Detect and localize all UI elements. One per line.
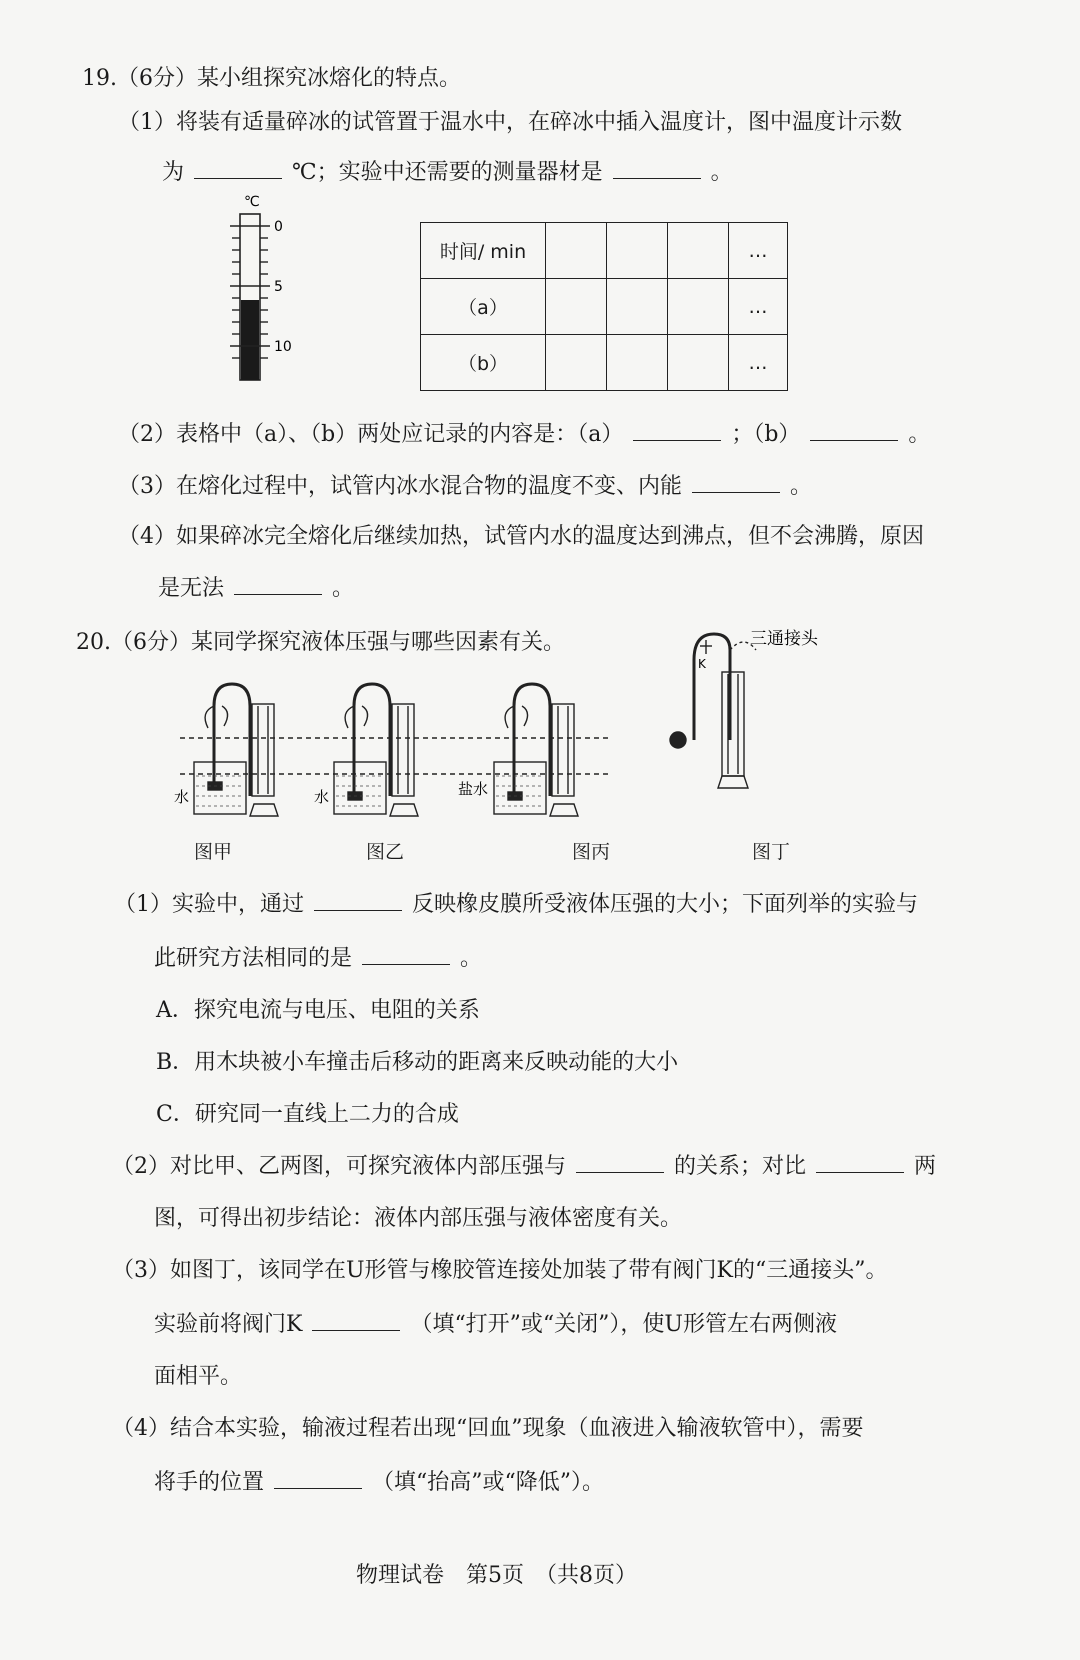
answer-blank[interactable] — [816, 1152, 904, 1173]
answer-blank[interactable] — [633, 420, 721, 441]
answer-blank[interactable] — [194, 158, 282, 179]
answer-blank[interactable] — [692, 472, 780, 493]
q19-part1-line1: （1）将装有适量碎冰的试管置于温水中，在碎冰中插入温度计，图中温度计示数 — [118, 110, 902, 135]
table-cell[interactable] — [607, 279, 668, 335]
table-row-label-a: （a） — [421, 279, 546, 335]
q20-part2-line1: （2）对比甲、乙两图，可探究液体内部压强与 的关系；对比 两 — [112, 1154, 937, 1179]
q20-part2-line2: 图，可得出初步结论：液体内部压强与液体密度有关。 — [154, 1206, 683, 1231]
q19-part1-line2: 为 ℃；实验中还需要的测量器材是 。 — [162, 160, 733, 185]
table-header-time: 时间/ min — [421, 223, 546, 279]
caption-yi: 图乙 — [366, 841, 405, 863]
table-row-label-b: （b） — [421, 335, 546, 391]
label-three-way-joint: 三通接头 — [750, 629, 818, 649]
table-ellipsis: … — [729, 335, 788, 391]
answer-blank[interactable] — [274, 1468, 362, 1489]
thermometer-figure — [210, 192, 310, 384]
q19-part4-line1: （4）如果碎冰完全熔化后继续加热，试管内水的温度达到沸点，但不会沸腾，原因 — [118, 524, 924, 549]
table-ellipsis: … — [729, 223, 788, 279]
answer-blank[interactable] — [314, 890, 402, 911]
q20-part3-line2: 实验前将阀门K （填“打开”或“关闭”），使U形管左右两侧液 — [154, 1312, 837, 1337]
answer-blank[interactable] — [312, 1310, 400, 1331]
tick-label: 0 — [274, 219, 283, 235]
answer-blank[interactable] — [613, 158, 701, 179]
q19-number: 19. — [82, 66, 117, 91]
q20-part4-line1: （4）结合本实验，输液过程若出现“回血”现象（血液进入输液软管中），需要 — [112, 1416, 864, 1441]
table-cell[interactable] — [668, 335, 729, 391]
option-a: A．探究电流与电压、电阻的关系 — [156, 998, 480, 1023]
tick-label: 10 — [274, 339, 292, 355]
label-valve-k: K — [698, 657, 706, 671]
thermometer-unit: ℃ — [244, 194, 260, 210]
q19-part2: （2）表格中（a）、（b）两处应记录的内容是：（a） ；（b） 。 — [118, 422, 931, 447]
table-cell[interactable] — [668, 279, 729, 335]
answer-blank[interactable] — [362, 944, 450, 965]
page-footer: 物理试卷 第5页 （共8页） — [356, 1563, 637, 1588]
table-cell[interactable] — [607, 223, 668, 279]
thermometer-liquid-column — [241, 300, 259, 380]
tick-label: 5 — [274, 279, 283, 295]
q19-title — [82, 64, 461, 94]
caption-ding: 图丁 — [752, 841, 791, 863]
q19-title-text: （6分）某小组探究冰熔化的特点。 — [117, 66, 461, 91]
table-cell[interactable] — [607, 335, 668, 391]
q20-title — [76, 628, 565, 658]
q20-number: 20. — [76, 630, 111, 655]
table-cell[interactable] — [546, 279, 607, 335]
q20-part3-line3: 面相平。 — [154, 1364, 243, 1389]
q19-part4-line2: 是无法 。 — [158, 576, 355, 601]
answer-blank[interactable] — [576, 1152, 664, 1173]
q20-part4-line2: 将手的位置 （填“抬高”或“降低”）。 — [154, 1470, 605, 1495]
q20-part1-line1: （1）实验中，通过 反映橡皮膜所受液体压强的大小；下面列举的实验与 — [114, 892, 919, 917]
pressure-apparatus-figures — [170, 666, 630, 828]
table-cell[interactable] — [546, 223, 607, 279]
q20-title-text: （6分）某同学探究液体压强与哪些因素有关。 — [111, 630, 565, 655]
caption-bing: 图丙 — [572, 841, 611, 863]
caption-jia: 图甲 — [194, 841, 233, 863]
label-water: 水 — [174, 788, 190, 806]
option-b: B．用木块被小车撞击后移动的距离来反映动能的大小 — [156, 1050, 679, 1075]
q20-part1-line2: 此研究方法相同的是 。 — [154, 946, 483, 971]
label-water: 水 — [314, 788, 330, 806]
table-cell[interactable] — [546, 335, 607, 391]
table-row — [421, 279, 788, 335]
table-cell[interactable] — [668, 223, 729, 279]
q19-part3: （3）在熔化过程中，试管内冰水混合物的温度不变、内能 。 — [118, 474, 813, 499]
q20-part3-line1: （3）如图丁，该同学在U形管与橡胶管连接处加装了带有阀门K的“三通接头”。 — [112, 1258, 888, 1283]
label-salt-water: 盐水 — [458, 780, 489, 798]
answer-blank[interactable] — [810, 420, 898, 441]
option-c: C．研究同一直线上二力的合成 — [156, 1102, 459, 1127]
table-ellipsis: … — [729, 279, 788, 335]
table-row — [421, 223, 788, 279]
answer-blank[interactable] — [234, 574, 322, 595]
table-row — [421, 335, 788, 391]
record-table — [420, 222, 788, 391]
figure-ding-three-way — [664, 620, 854, 790]
